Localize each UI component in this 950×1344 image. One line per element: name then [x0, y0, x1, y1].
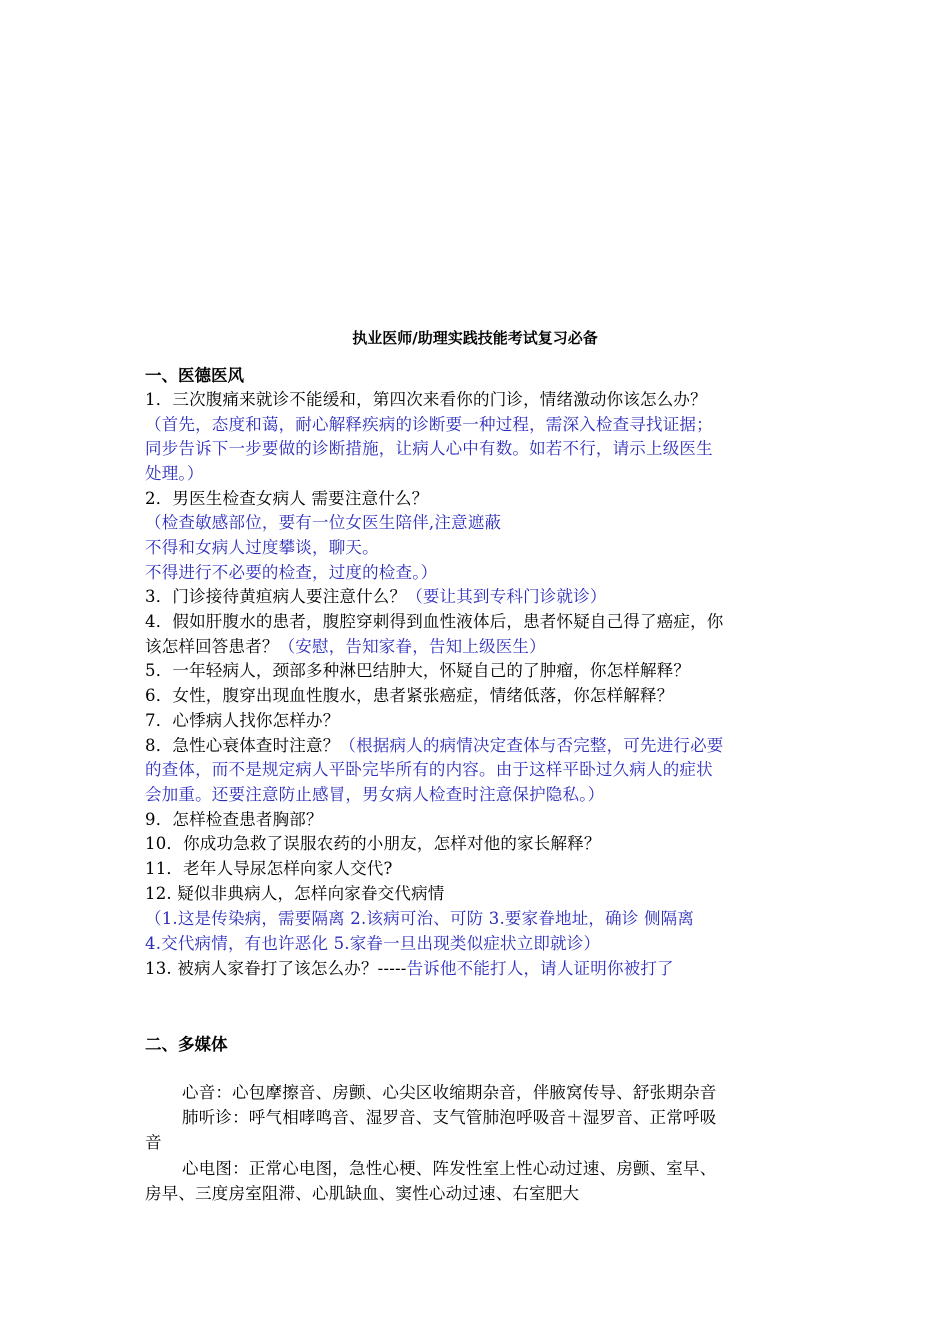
answer-line	[145, 561, 437, 585]
paragraph-line: 音	[145, 1133, 162, 1152]
question-line	[145, 832, 601, 856]
page-title: 执业医师/助理实践技能考试复习必备	[352, 329, 598, 347]
question-line	[145, 635, 546, 659]
question-text: 3．门诊接待黄疸病人要注意什么？	[145, 587, 407, 606]
paragraph-line: 心电图：正常心电图，急性心梗、阵发性室上性心动过速、房颤、室早、	[182, 1159, 717, 1178]
question-line	[145, 709, 339, 733]
answer-text: （安慰，告知家眷，告知上级医生）	[278, 637, 546, 656]
answer-text: （根据病人的病情决定查体与否完整，可先进行必要	[339, 736, 724, 755]
answer-line	[145, 907, 694, 931]
question-line	[145, 659, 690, 683]
question-line	[145, 957, 674, 981]
question-text: 1．三次腹痛来就诊不能缓和，第四次来看你的门诊，情绪激动你该怎么办？	[145, 390, 707, 409]
paragraph-line: 房早、三度房室阻滞、心肌缺血、窦性心动过速、右室肥大	[145, 1184, 580, 1203]
question-line	[145, 734, 724, 758]
section-heading-multimedia: 二、多媒体	[145, 1035, 228, 1054]
answer-line	[145, 536, 379, 560]
question-line	[145, 388, 707, 412]
question-text: 9．怎样检查患者胸部？	[145, 810, 323, 829]
question-text: 12. 疑似非典病人，怎样向家眷交代病情	[145, 884, 445, 903]
question-text: 10．你成功急救了误服农药的小朋友，怎样对他的家长解释？	[145, 834, 601, 853]
answer-line	[145, 511, 501, 535]
answer-line	[145, 932, 600, 956]
question-text: 该怎样回答患者？	[145, 637, 279, 656]
answer-text: 的查体，而不是规定病人平卧完毕所有的内容。由于这样平卧过久病人的症状	[145, 760, 713, 779]
question-line	[145, 808, 323, 832]
question-line	[145, 487, 428, 511]
question-text: 7．心悸病人找你怎样办？	[145, 711, 340, 730]
question-line	[145, 857, 393, 881]
question-line	[145, 610, 724, 634]
answer-text: （首先，态度和蔼，耐心解释疾病的诊断要一种过程，需深入检查寻找证据；	[145, 415, 713, 434]
answer-line	[145, 462, 204, 486]
question-line	[145, 684, 673, 708]
paragraph-line: 心音：心包摩擦音、房颤、心尖区收缩期杂音，伴腋窝传导、舒张期杂音	[182, 1083, 717, 1102]
question-text: 5．一年轻病人，颈部多种淋巴结肿大，怀疑自己的了肿瘤，你怎样解释？	[145, 661, 691, 680]
question-line	[145, 585, 607, 609]
answer-line	[145, 758, 713, 782]
answer-line	[145, 413, 713, 437]
question-text: 13. 被病人家眷打了该怎么办？-----	[145, 959, 407, 978]
answer-text: （要让其到专科门诊就诊）	[406, 587, 607, 606]
question-text: 11．老年人导尿怎样向家人交代?	[145, 859, 393, 878]
question-line	[145, 882, 445, 906]
answer-text: 不得和女病人过度攀谈，聊天。	[145, 538, 379, 557]
answer-text: 不得进行不必要的检查，过度的检查。）	[145, 563, 438, 582]
answer-text: 4.交代病情，有也许恶化 5.家眷一旦出现类似症状立即就诊）	[145, 934, 601, 953]
question-text: 6．女性，腹穿出现血性腹水，患者紧张癌症，情绪低落，你怎样解释？	[145, 686, 674, 705]
answer-line	[145, 783, 604, 807]
paragraph-line: 肺听诊：呼气相哮鸣音、湿罗音、支气管肺泡呼吸音＋湿罗音、正常呼吸	[182, 1108, 717, 1127]
answer-line	[145, 437, 713, 461]
question-text: 8．急性心衰体查时注意？	[145, 736, 340, 755]
answer-text: 告诉他不能打人，请人证明你被打了	[406, 959, 674, 978]
answer-text: 同步告诉下一步要做的诊断措施，让病人心中有数。如若不行，请示上级医生	[145, 439, 713, 458]
question-text: 2．男医生检查女病人 需要注意什么？	[145, 489, 429, 508]
answer-text: 处理。）	[145, 464, 204, 483]
question-text: 4．假如肝腹水的患者，腹腔穿刺得到血性液体后，患者怀疑自己得了癌症，你	[145, 612, 724, 631]
section-heading-ethics: 一、医德医风	[145, 366, 244, 385]
answer-text: （检查敏感部位，要有一位女医生陪伴,注意遮蔽	[145, 513, 502, 532]
answer-text: （1.这是传染病，需要隔离 2.该病可治、可防 3.要家眷地址，确诊 侧隔离	[145, 909, 695, 928]
answer-text: 会加重。还要注意防止感冒，男女病人检查时注意保护隐私。）	[145, 785, 605, 804]
